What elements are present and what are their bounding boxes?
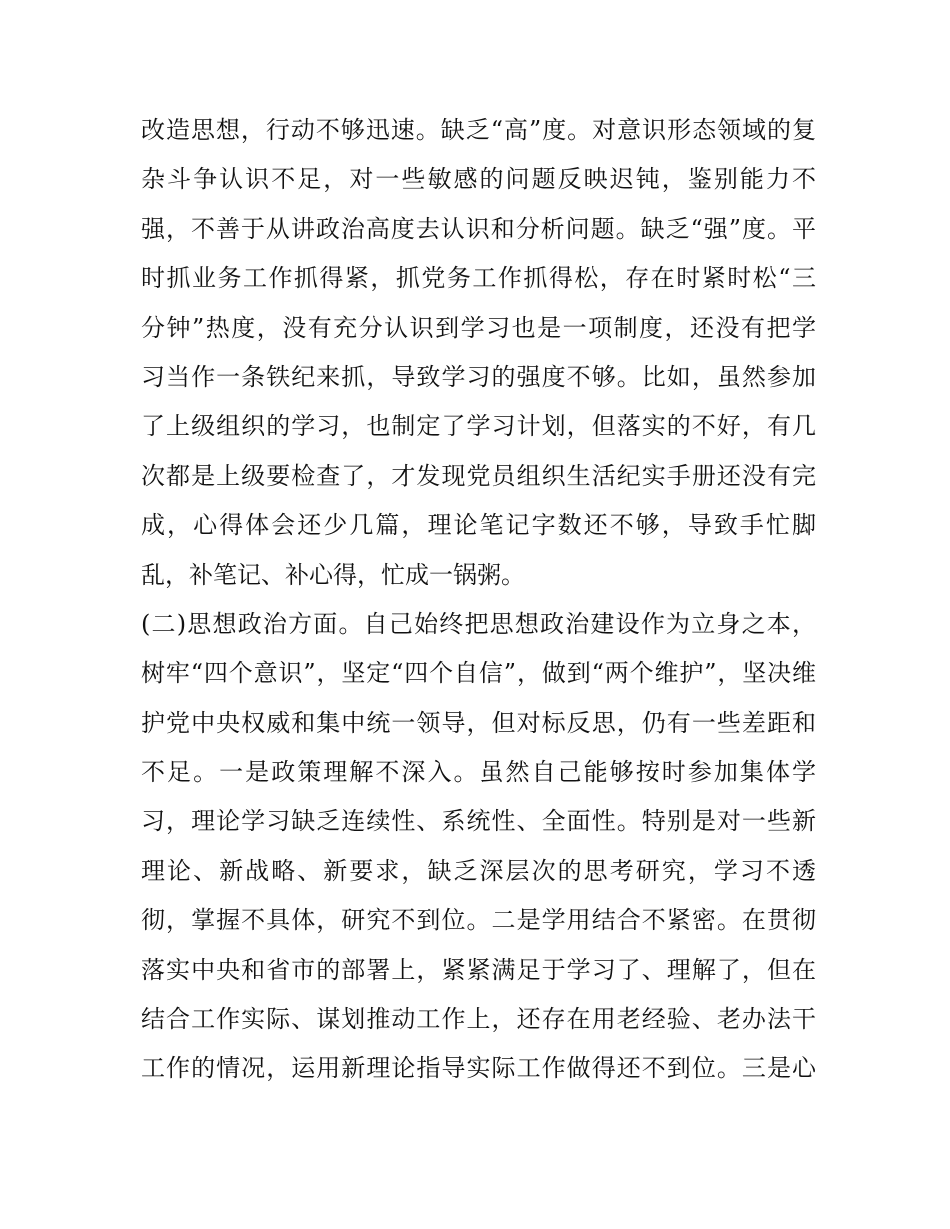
text-line: 次都是上级要检查了，才发现党员组织生活纪实手册还没有完 bbox=[141, 461, 816, 490]
text-line: 不足。一是政策理解不深入。虽然自己能够按时参加集体学 bbox=[141, 758, 816, 787]
text-line: 落实中央和省市的部署上，紧紧满足于学习了、理解了，但在 bbox=[141, 955, 816, 984]
text-line: 乱，补笔记、补心得，忙成一锅粥。 bbox=[141, 560, 525, 589]
body-text bbox=[141, 106, 816, 1094]
text-line: 护党中央权威和集中统一领导，但对标反思，仍有一些差距和 bbox=[141, 708, 816, 737]
text-line: 习当作一条铁纪来抓，导致学习的强度不够。比如，虽然参加 bbox=[141, 362, 816, 391]
text-line: 工作的情况，运用新理论指导实际工作做得还不到位。三是心 bbox=[141, 1054, 816, 1083]
text-line: 了上级组织的学习，也制定了学习计划，但落实的不好，有几 bbox=[141, 412, 816, 441]
text-line: 时抓业务工作抓得紧，抓党务工作抓得松，存在时紧时松“三 bbox=[141, 264, 816, 293]
text-line: 习，理论学习缺乏连续性、系统性、全面性。特别是对一些新 bbox=[141, 807, 816, 836]
text-line: 分钟”热度，没有充分认识到学习也是一项制度，还没有把学 bbox=[141, 313, 816, 342]
text-line: 改造思想，行动不够迅速。缺乏“高”度。对意识形态领域的复 bbox=[141, 116, 816, 144]
text-line: (二)思想政治方面。自己始终把思想政治建设作为立身之本， bbox=[141, 609, 816, 638]
text-line: 杂斗争认识不足，对一些敏感的问题反映迟钝，鉴别能力不 bbox=[141, 165, 816, 194]
text-line: 理论、新战略、新要求，缺乏深层次的思考研究，学习不透 bbox=[141, 856, 816, 885]
text-line: 结合工作实际、谋划推动工作上，还存在用老经验、老办法干 bbox=[141, 1005, 816, 1034]
paragraph bbox=[141, 600, 816, 1094]
text-line: 强，不善于从讲政治高度去认识和分析问题。缺乏“强”度。平 bbox=[141, 214, 816, 243]
text-line: 成，心得体会还少几篇，理论笔记字数还不够，导致手忙脚 bbox=[141, 511, 816, 540]
text-line: 彻，掌握不具体，研究不到位。二是学用结合不紧密。在贯彻 bbox=[141, 906, 816, 935]
text-line: 树牢“四个意识”，坚定“四个自信”，做到“两个维护”，坚决维 bbox=[141, 659, 816, 688]
paragraph bbox=[141, 106, 816, 600]
